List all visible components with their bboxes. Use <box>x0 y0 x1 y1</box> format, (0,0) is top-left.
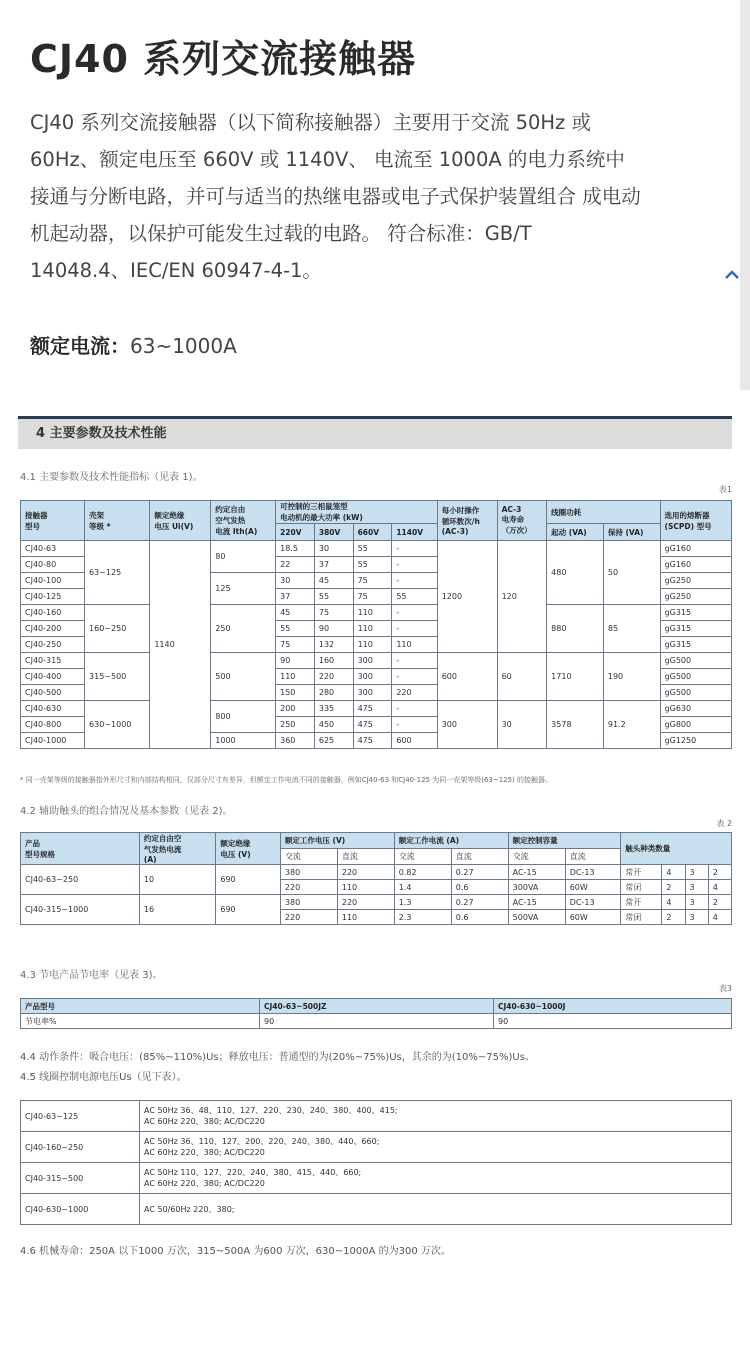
t1-cell-power: 450 <box>314 717 353 733</box>
t2-cell: 4 <box>662 865 685 880</box>
t1-cell-power: 75 <box>353 589 392 605</box>
t1-cell-fuse: gG630 <box>660 701 731 717</box>
rated-current <box>30 330 237 359</box>
rated-current-value: 63~1000A <box>130 334 237 358</box>
t1-cell-model: CJ40-160 <box>21 605 85 621</box>
t2-cell-ui: 690 <box>216 865 281 895</box>
coil-voltage-line: AC 50Hz 36、48、110、127、220、230、240、380、400、415; <box>144 1106 398 1115</box>
t2-cell: 3 <box>685 910 708 925</box>
t1-cell-power: - <box>392 605 437 621</box>
t1-cell-power: 160 <box>314 653 353 669</box>
t1-cell-start: 480 <box>547 541 604 605</box>
t2-row <box>21 895 732 910</box>
t2-cell: 110 <box>337 880 394 895</box>
t2-cell: 常闭 <box>621 880 662 895</box>
t1-cell-life: 60 <box>497 653 547 701</box>
t1-cell-power: 250 <box>276 717 315 733</box>
t1-cell-fuse: gG500 <box>660 685 731 701</box>
t1-cell-power: 360 <box>276 733 315 749</box>
t1-cell-power: - <box>392 557 437 573</box>
t2-header-ue: 额定工作电压 (V) <box>280 833 394 849</box>
t1-row <box>21 605 732 621</box>
t1-cell-hold: 91.2 <box>603 701 660 749</box>
t1-cell-frame: 315~500 <box>85 653 150 701</box>
t1-cell-power: 75 <box>353 573 392 589</box>
table-coil-voltage <box>20 1100 732 1225</box>
t1-cell-power: 30 <box>276 573 315 589</box>
t2-header-ui: 额定绝缘 电压 (V) <box>216 833 281 865</box>
t2-header-model: 产品 型号规格 <box>21 833 140 865</box>
t1-cell-power: - <box>392 621 437 637</box>
t1-cell-power: 110 <box>353 605 392 621</box>
coil-row <box>21 1132 732 1163</box>
t1-cell-model: CJ40-80 <box>21 557 85 573</box>
t1-cell-model: CJ40-400 <box>21 669 85 685</box>
t1-cell-power: 110 <box>392 637 437 653</box>
t1-cell-model: CJ40-100 <box>21 573 85 589</box>
section-4-4: 4.4 动作条件：吸合电压：(85%~110%)Us；释放电压：普通型的为(20%~75%)Us，其余的为(10%~75%)Us。 <box>20 1052 535 1063</box>
t1-cell-life: 30 <box>497 701 547 749</box>
table-2-label: 表 2 <box>716 819 732 828</box>
t1-cell-power: 90 <box>314 621 353 637</box>
t2-cell: 3 <box>685 895 708 910</box>
t1-cell-start: 3578 <box>547 701 604 749</box>
t2-cell: 0.6 <box>451 910 508 925</box>
t1-cell-ops: 1200 <box>437 541 497 653</box>
t2-cell: 0.27 <box>451 895 508 910</box>
t2-cell: 2 <box>708 865 731 880</box>
t2-header-contacts: 触头种类数量 <box>621 833 732 865</box>
t1-cell-power: 150 <box>276 685 315 701</box>
t2-cell: 2 <box>662 910 685 925</box>
section-4-1: 4.1 主要参数及技术性能指标（见表 1)。 <box>20 472 203 483</box>
coil-model: CJ40-630~1000 <box>21 1194 140 1225</box>
t2-cell: 220 <box>280 910 337 925</box>
t2-cell: 60W <box>565 910 621 925</box>
t2-header-ie: 额定工作电流 (A) <box>394 833 508 849</box>
t2-cell-ui: 690 <box>216 895 281 925</box>
t1-cell-power: 75 <box>314 605 353 621</box>
t2-cell: 1.4 <box>394 880 451 895</box>
t2-sub-ac: 交流 <box>394 849 451 865</box>
page-title: CJ40 系列交流接触器 <box>30 37 417 81</box>
t1-cell-model: CJ40-63 <box>21 541 85 557</box>
t1-cell-power: 90 <box>276 653 315 669</box>
t2-sub-dc: 直流 <box>451 849 508 865</box>
spec-document-image <box>18 416 732 1257</box>
t2-cell: 380 <box>280 865 337 880</box>
t1-cell-power: - <box>392 669 437 685</box>
coil-voltage-line: AC 50/60Hz 220、380; <box>144 1204 235 1214</box>
t2-row <box>21 865 732 880</box>
t2-cell: 3 <box>685 865 708 880</box>
t2-cell: 220 <box>337 865 394 880</box>
t2-sub-ac: 交流 <box>508 849 565 865</box>
t1-cell-fuse: gG800 <box>660 717 731 733</box>
t1-cell-frame: 630~1000 <box>85 701 150 749</box>
t2-cell: 220 <box>280 880 337 895</box>
t1-cell-fuse: gG500 <box>660 669 731 685</box>
t1-cell-power: 475 <box>353 733 392 749</box>
t1-cell-power: 55 <box>353 541 392 557</box>
t1-cell-power: 37 <box>314 557 353 573</box>
t1-header-fuse: 选用的熔断器 (SCPD) 型号 <box>660 501 731 541</box>
t1-cell-power: - <box>392 573 437 589</box>
coil-model: CJ40-63~125 <box>21 1101 140 1132</box>
t1-cell-power: 22 <box>276 557 315 573</box>
t1-cell-fuse: gG160 <box>660 541 731 557</box>
t1-cell-ith: 500 <box>211 653 276 701</box>
t1-cell-power: 55 <box>314 589 353 605</box>
scroll-up-chevron-icon[interactable] <box>722 268 742 282</box>
t2-cell: 220 <box>337 895 394 910</box>
t1-header-frame: 壳架 等级 * <box>85 501 150 541</box>
t1-cell-power: 75 <box>276 637 315 653</box>
t1-cell-power: 625 <box>314 733 353 749</box>
coil-voltage-line: AC 50Hz 110、127、220、240、380、415、440、660; <box>144 1168 362 1177</box>
t1-cell-power: - <box>392 653 437 669</box>
coil-voltages <box>140 1101 732 1132</box>
t2-header-ith: 约定自由空 气发热电流 (A) <box>139 833 215 865</box>
t2-cell-model: CJ40-315~1000 <box>21 895 140 925</box>
coil-row <box>21 1101 732 1132</box>
t1-cell-ops: 600 <box>437 653 497 701</box>
t1-cell-power: 45 <box>276 605 315 621</box>
t2-cell: DC-13 <box>565 865 621 880</box>
intro-line: 14048.4、IEC/EN 60947-4-1。 <box>30 259 322 282</box>
scrollbar[interactable] <box>740 0 750 390</box>
t1-cell-power: 220 <box>392 685 437 701</box>
t1-cell-ith: 250 <box>211 605 276 653</box>
t1-cell-power: 200 <box>276 701 315 717</box>
t3-header-model: 产品型号 <box>21 999 260 1014</box>
t1-cell-power: 335 <box>314 701 353 717</box>
coil-model: CJ40-160~250 <box>21 1132 140 1163</box>
t1-cell-power: 37 <box>276 589 315 605</box>
section-4-2: 4.2 辅助触头的组合情况及基本参数（见表 2)。 <box>20 806 233 817</box>
t1-cell-hold: 190 <box>603 653 660 701</box>
t1-header-ith: 约定自由 空气发热 电流 Ith(A) <box>211 501 276 541</box>
t1-cell-fuse: gG250 <box>660 589 731 605</box>
t1-cell-ui: 1140 <box>150 541 211 749</box>
t2-cell-ith: 10 <box>139 865 215 895</box>
table-3 <box>20 998 732 1029</box>
t2-cell: 4 <box>708 880 731 895</box>
t1-cell-model: CJ40-630 <box>21 701 85 717</box>
t1-row <box>21 701 732 717</box>
t1-header-220v: 220V <box>276 524 315 541</box>
t1-cell-power: 18.5 <box>276 541 315 557</box>
t2-sub-dc: 直流 <box>337 849 394 865</box>
t1-cell-power: 300 <box>353 685 392 701</box>
t2-cell: 0.82 <box>394 865 451 880</box>
table-1 <box>20 500 732 749</box>
section-heading: 4 主要参数及技术性能 <box>18 416 732 449</box>
t1-cell-ith: 125 <box>211 573 276 605</box>
t1-cell-model: CJ40-200 <box>21 621 85 637</box>
t2-cell: 3 <box>685 880 708 895</box>
t1-header-1140v: 1140V <box>392 524 437 541</box>
coil-voltage-line: AC 60Hz 220、380; AC/DC220 <box>144 1117 265 1126</box>
t2-cell: AC-15 <box>508 895 565 910</box>
t2-cell: 380 <box>280 895 337 910</box>
t2-cell: 500VA <box>508 910 565 925</box>
t2-header-cap: 额定控制容量 <box>508 833 621 849</box>
t1-cell-start: 880 <box>547 605 604 653</box>
t2-cell: 2 <box>662 880 685 895</box>
t1-cell-power: 55 <box>392 589 437 605</box>
t1-cell-hold: 50 <box>603 541 660 605</box>
t1-header-start: 起动 (VA) <box>547 524 604 541</box>
coil-model: CJ40-315~500 <box>21 1163 140 1194</box>
t1-cell-power: - <box>392 701 437 717</box>
t2-cell: 2.3 <box>394 910 451 925</box>
t2-cell: 常闭 <box>621 910 662 925</box>
t1-cell-power: 280 <box>314 685 353 701</box>
t1-cell-power: 475 <box>353 717 392 733</box>
intro-line: 60Hz、额定电压至 660V 或 1140V、 电流至 1000A 的电力系统中 <box>30 148 625 171</box>
t2-cell: 60W <box>565 880 621 895</box>
t1-cell-power: 110 <box>353 621 392 637</box>
t1-cell-ith: 800 <box>211 701 276 733</box>
t1-cell-power: 600 <box>392 733 437 749</box>
t1-cell-hold: 85 <box>603 605 660 653</box>
t1-header-ui: 额定绝缘 电压 Ui(V) <box>150 501 211 541</box>
t1-cell-power: 132 <box>314 637 353 653</box>
t2-cell: 0.6 <box>451 880 508 895</box>
coil-voltages <box>140 1194 732 1225</box>
t1-cell-model: CJ40-800 <box>21 717 85 733</box>
t1-header-model: 接触器 型号 <box>21 501 85 541</box>
coil-voltages <box>140 1163 732 1194</box>
t1-cell-ith: 80 <box>211 541 276 573</box>
t2-cell: 4 <box>708 910 731 925</box>
t2-cell: 4 <box>662 895 685 910</box>
t1-header-hold: 保持 (VA) <box>603 524 660 541</box>
t1-header-power: 可控制的三相鼠笼型 电动机的最大功率 (kW) <box>276 501 438 524</box>
t1-cell-fuse: gG315 <box>660 621 731 637</box>
t2-cell: 300VA <box>508 880 565 895</box>
t2-sub-ac: 交流 <box>280 849 337 865</box>
t1-header-380v: 380V <box>314 524 353 541</box>
t1-cell-fuse: gG1250 <box>660 733 731 749</box>
t1-cell-frame: 63~125 <box>85 541 150 605</box>
coil-voltage-line: AC 50Hz 36、110、127、200、220、240、380、440、660; <box>144 1137 380 1146</box>
table-1-footnote: * 同一壳架等级的接触器指外形尺寸和内部结构相同，仅部分尺寸有差异，但额定工作电流不同的接触器，例如CJ40-63 和CJ40-125 为同一壳架等级(63~125) 的接触器。 <box>20 776 553 784</box>
t1-cell-power: 110 <box>276 669 315 685</box>
t1-cell-model: CJ40-315 <box>21 653 85 669</box>
t1-row <box>21 541 732 557</box>
coil-voltages <box>140 1132 732 1163</box>
t1-cell-power: 300 <box>353 653 392 669</box>
t1-cell-frame: 160~250 <box>85 605 150 653</box>
t1-header-ops: 每小时操作 循环数次/h (AC-3) <box>437 501 497 541</box>
t2-sub-dc: 直流 <box>565 849 621 865</box>
t2-cell: 常开 <box>621 865 662 880</box>
t1-header-660v: 660V <box>353 524 392 541</box>
t1-cell-model: CJ40-125 <box>21 589 85 605</box>
t3-cell: 90 <box>494 1014 732 1029</box>
t3-header-j: CJ40-630~1000J <box>494 999 732 1014</box>
t2-cell: 1.3 <box>394 895 451 910</box>
intro-line: CJ40 系列交流接触器（以下简称接触器）主要用于交流 50Hz 或 <box>30 111 591 134</box>
t2-cell: 常开 <box>621 895 662 910</box>
t1-cell-start: 1710 <box>547 653 604 701</box>
intro-paragraph <box>30 104 730 289</box>
coil-row <box>21 1163 732 1194</box>
t1-cell-ith: 1000 <box>211 733 276 749</box>
coil-voltage-line: AC 60Hz 220、380; AC/DC220 <box>144 1179 265 1188</box>
rated-current-label: 额定电流： <box>30 334 130 358</box>
t2-cell: 0.27 <box>451 865 508 880</box>
section-4-5: 4.5 线圈控制电源电压Us（见下表）。 <box>20 1072 187 1083</box>
t1-row <box>21 653 732 669</box>
t1-cell-power: 55 <box>353 557 392 573</box>
t1-cell-ops: 300 <box>437 701 497 749</box>
t1-cell-fuse: gG500 <box>660 653 731 669</box>
t1-cell-power: 475 <box>353 701 392 717</box>
t1-cell-fuse: gG315 <box>660 605 731 621</box>
t1-cell-model: CJ40-1000 <box>21 733 85 749</box>
t3-row-label: 节电率% <box>21 1014 260 1029</box>
t3-cell: 90 <box>260 1014 494 1029</box>
t1-cell-fuse: gG250 <box>660 573 731 589</box>
t1-cell-fuse: gG160 <box>660 557 731 573</box>
t1-cell-fuse: gG315 <box>660 637 731 653</box>
table-2 <box>20 832 732 925</box>
t2-cell: 110 <box>337 910 394 925</box>
coil-row <box>21 1194 732 1225</box>
table-3-label: 表3 <box>718 984 732 993</box>
t1-cell-power: 300 <box>353 669 392 685</box>
table-1-label: 表1 <box>718 485 732 494</box>
t1-header-life: AC-3 电寿命 （万次） <box>497 501 547 541</box>
t1-cell-power: 55 <box>276 621 315 637</box>
t2-cell-model: CJ40-63~250 <box>21 865 140 895</box>
section-4-3: 4.3 节电产品节电率（见表 3)。 <box>20 970 163 981</box>
t2-cell-ith: 16 <box>139 895 215 925</box>
t1-cell-power: 45 <box>314 573 353 589</box>
section-4-6: 4.6 机械寿命：250A 以下1000 万次，315~500A 为600 万次，630~1000A 的为300 万次。 <box>20 1246 451 1257</box>
t1-cell-power: 30 <box>314 541 353 557</box>
t3-header-jz: CJ40-63~500JZ <box>260 999 494 1014</box>
t1-cell-model: CJ40-250 <box>21 637 85 653</box>
t2-cell: AC-15 <box>508 865 565 880</box>
t1-cell-power: 220 <box>314 669 353 685</box>
t2-cell: DC-13 <box>565 895 621 910</box>
intro-line: 接通与分断电路，并可与适当的热继电器或电子式保护装置组合 成电动 <box>30 185 641 208</box>
coil-voltage-line: AC 60Hz 220、380; AC/DC220 <box>144 1148 265 1157</box>
t2-cell: 2 <box>708 895 731 910</box>
t1-header-coil: 线圈功耗 <box>547 501 660 524</box>
t1-cell-power: 110 <box>353 637 392 653</box>
t1-cell-model: CJ40-500 <box>21 685 85 701</box>
intro-line: 机起动器，以保护可能发生过载的电路。 符合标准：GB/T <box>30 222 532 245</box>
t1-cell-power: - <box>392 717 437 733</box>
t1-cell-life: 120 <box>497 541 547 653</box>
t1-cell-power: - <box>392 541 437 557</box>
